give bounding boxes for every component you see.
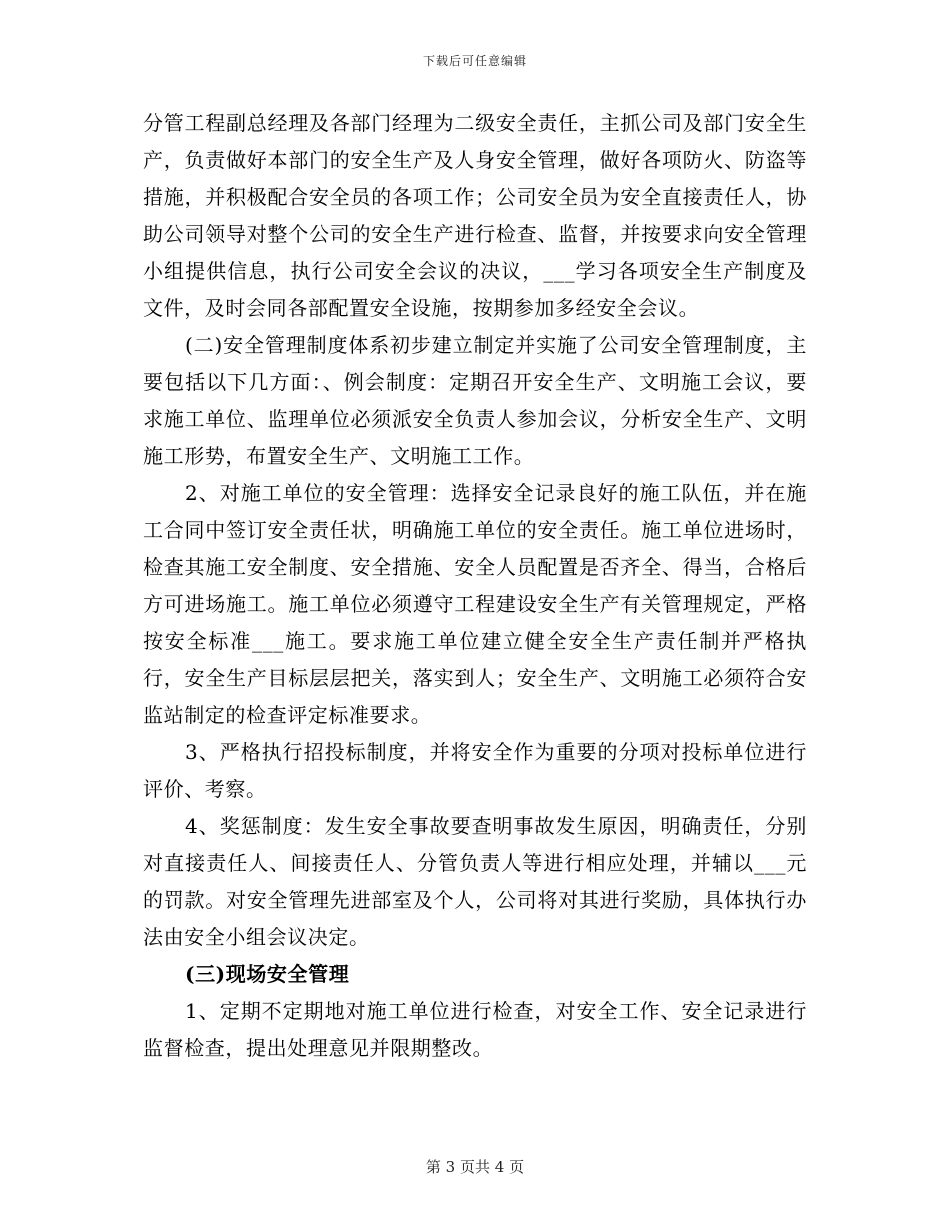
paragraph-safety-responsibility: 分管工程副总经理及各部门经理为二级安全责任，主抓公司及部门安全生产，负责做好本部门的安全生产及人身安全管理，做好各项防火、防盗等措施，并积极配合安全员的各项工作；公司安全员为安全直接责任人，协助公司领导对整个公司的安全生产进行检查、监督，并按要求向安全管理小组提供信息，执行公司安全会议的决议，___学习各项安全生产制度及文件，及时会同各部配置安全设施，按期参加多经安全会议。 — [143, 111, 807, 320]
paragraph-bidding-system: 3、严格执行招投标制度，并将安全作为重要的分项对投标单位进行评价、考察。 — [143, 740, 807, 801]
page-number-footer: 第 3 页共 4 页 — [425, 1158, 525, 1176]
paragraph-site-inspection: 1、定期不定期地对施工单位进行检查，对安全工作、安全记录进行监督检查，提出处理意见并限期整改。 — [143, 999, 807, 1060]
document-body — [143, 105, 807, 1067]
section-heading-site-safety: (三)现场安全管理 — [185, 962, 350, 986]
page-header: 下载后可任意编辑 — [422, 54, 527, 68]
paragraph-management-system: (二)安全管理制度体系初步建立制定并实施了公司安全管理制度，主要包括以下几方面：、例会制度：定期召开安全生产、文明施工会议，要求施工单位、监理单位必须派安全负责人参加会议，分析安全生产、文明施工形势，布置安全生产、文明施工工作。 — [143, 333, 807, 468]
paragraph-reward-penalty: 4、奖惩制度：发生安全事故要查明事故发生原因，明确责任，分别对直接责任人、间接责任人、分管负责人等进行相应处理，并辅以___元的罚款。对安全管理先进部室及个人，公司将对其进行奖励，具体执行办法由安全小组会议决定。 — [143, 814, 807, 949]
paragraph-contractor-management: 2、对施工单位的安全管理：选择安全记录良好的施工队伍，并在施工合同中签订安全责任状，明确施工单位的安全责任。施工单位进场时，检查其施工安全制度、安全措施、安全人员配置是否齐全、得当，合格后方可进场施工。施工单位必须遵守工程建设安全生产有关管理规定，严格按安全标准___施工。要求施工单位建立健全安全生产责任制并严格执行，安全生产目标层层把关，落实到人；安全生产、文明施工必须符合安监站制定的检查评定标准要求。 — [143, 481, 807, 727]
